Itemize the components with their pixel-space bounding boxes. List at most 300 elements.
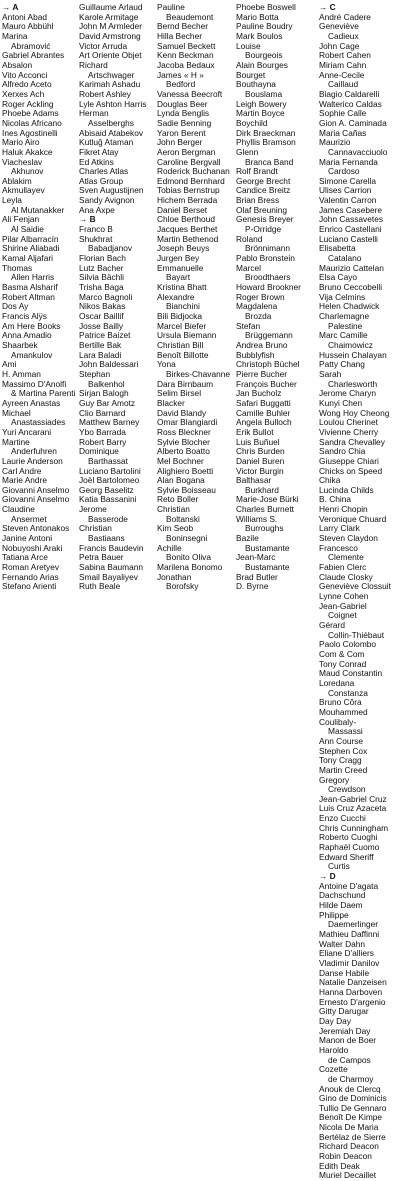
artist-name: Giovanni Anselmo bbox=[2, 494, 70, 505]
artist-name: Vladimir Danilov bbox=[319, 957, 380, 968]
artist-name: Marcel Biefer bbox=[157, 320, 207, 331]
artist-name: Georg Baselitz bbox=[79, 484, 134, 495]
artist-name: Ansermet bbox=[11, 513, 47, 524]
artist-name: Sarah bbox=[319, 368, 342, 379]
artist-name: Bustamante bbox=[245, 542, 290, 553]
artist-name: Nikos Bakas bbox=[79, 301, 126, 312]
artist-name: Lynne Cohen bbox=[319, 591, 369, 602]
artist-name: David Armstrong bbox=[79, 30, 141, 41]
artist-name: Safari Buggatti bbox=[236, 397, 291, 408]
artist-name: Stefano Arienti bbox=[2, 581, 57, 592]
artist-name: Claudine bbox=[2, 504, 35, 515]
artist-name: Anouk de Clercq bbox=[319, 1083, 381, 1094]
artist-name: Lara Baladi bbox=[79, 349, 122, 360]
artist-name: Mathieu Daffinni bbox=[319, 929, 380, 939]
artist-name: Tullio De Gennaro bbox=[319, 1102, 387, 1113]
artist-name: Fikret Atay bbox=[79, 146, 119, 157]
artist-name: Loulou Cherinet bbox=[319, 417, 378, 428]
index-column-5 bbox=[319, 3, 398, 1181]
artist-name: Pauline Boudry bbox=[236, 21, 293, 32]
artist-name: Roberto Cuoghi bbox=[319, 832, 378, 843]
artist-name: Christian bbox=[157, 504, 190, 515]
artist-name: James Casebere bbox=[319, 204, 383, 215]
artist-name: Luis Cruz Azaceta bbox=[319, 803, 387, 814]
artist-name: Borofsky bbox=[166, 581, 199, 592]
artist-name: Sandra Chevalley bbox=[319, 436, 385, 447]
artist-name: Bayart bbox=[166, 272, 191, 283]
artist-name: Al Saidie bbox=[11, 224, 44, 235]
artist-name: André Cadere bbox=[319, 11, 371, 22]
artist-name: Edmond Bernhard bbox=[157, 175, 225, 186]
artist-name: Wong Hoy Cheong bbox=[319, 407, 390, 418]
artist-name: Josse Bailly bbox=[79, 320, 124, 331]
artist-name: Jerome Charyn bbox=[319, 388, 377, 399]
artist-name: Cardoso bbox=[328, 166, 360, 177]
artist-name: Benoît De Kimpe bbox=[319, 1112, 383, 1123]
artist-name: Eliane D'alliers bbox=[319, 948, 374, 959]
artist-name: Anastassiades bbox=[11, 417, 66, 428]
artist-name: Florian Bach bbox=[79, 253, 126, 264]
artist-name: Gino de Dominicis bbox=[319, 1093, 387, 1104]
artist-name: Philippe bbox=[319, 909, 349, 920]
artist-name: Balthasar bbox=[236, 475, 272, 486]
artist-name: Pauline bbox=[157, 2, 185, 12]
section-heading: → D bbox=[319, 871, 336, 882]
artist-name: George Brecht bbox=[236, 175, 291, 186]
artist-name: Com & Com bbox=[319, 648, 365, 659]
artist-name: Benoît Billotte bbox=[157, 349, 209, 360]
artist-name: Elisabetta bbox=[319, 243, 356, 254]
artist-name: Bubblyfish bbox=[236, 349, 275, 360]
artist-name: Christian bbox=[79, 523, 112, 534]
index-column-3 bbox=[157, 3, 236, 1181]
artist-name: Victor Burgin bbox=[236, 465, 284, 476]
artist-name: Roman Aretyev bbox=[2, 562, 60, 573]
artist-name: Jean-Gabriel bbox=[319, 600, 367, 611]
artist-name: H. Amman bbox=[2, 368, 41, 379]
artist-name: Victor Arruda bbox=[79, 40, 128, 51]
artist-name: Martin Bethenod bbox=[157, 233, 219, 244]
artist-name: Simone Carella bbox=[319, 175, 377, 186]
artist-name: Marie Andre bbox=[2, 475, 47, 486]
artist-name: Sadie Benning bbox=[157, 117, 212, 128]
artist-name: Loredana bbox=[319, 677, 355, 688]
artist-name: Kenn Beckman bbox=[157, 50, 214, 61]
artist-name: Maurizio bbox=[319, 137, 351, 148]
artist-name: Paolo Colombo bbox=[319, 639, 377, 650]
artist-name: Barthassat bbox=[88, 455, 128, 466]
artist-name: Yona bbox=[157, 359, 176, 370]
artist-name: Robert Barry bbox=[79, 436, 127, 447]
artist-name: Lyle Ashton Harris bbox=[79, 98, 147, 109]
artist-name: Bertille Bak bbox=[79, 339, 122, 350]
artist-name: Constanza bbox=[328, 687, 368, 698]
artist-name: Robert Ashley bbox=[79, 88, 131, 99]
artist-name: Ali Fenjan bbox=[2, 214, 40, 225]
artist-name: Biagio Caldarelli bbox=[319, 88, 380, 99]
artist-name: Marcel bbox=[236, 262, 262, 273]
section-heading: → A bbox=[2, 2, 19, 12]
artist-name: Dominique bbox=[79, 446, 119, 457]
artist-name: Day Day bbox=[319, 1015, 351, 1026]
artist-name: Ed Atkins bbox=[79, 156, 114, 167]
artist-name: Michael bbox=[2, 407, 31, 418]
artist-name: John Berger bbox=[157, 137, 203, 148]
artist-name: Genesis Breyer bbox=[236, 214, 294, 225]
artist-name: Shukhrat bbox=[79, 233, 113, 244]
artist-name: Phyllis Bramson bbox=[236, 137, 296, 148]
artist-name: Roger Brown bbox=[236, 291, 285, 302]
artist-name: Manon de Boer bbox=[319, 1035, 377, 1046]
artist-name: Ross Bleckner bbox=[157, 426, 211, 437]
artist-name: Ernesto D'argenio bbox=[319, 996, 386, 1007]
artist-name: Marina bbox=[2, 30, 28, 41]
artist-name: Absalon bbox=[2, 59, 33, 70]
artist-name: Amankulov bbox=[11, 349, 53, 360]
artist-name: Alighiero Boetti bbox=[157, 465, 214, 476]
artist-name: Viacheslav bbox=[2, 156, 43, 167]
artist-name: Daemerlinger bbox=[328, 919, 379, 930]
artist-name: Sirjan Balogh bbox=[79, 388, 129, 399]
artist-name: Walterico Caldas bbox=[319, 98, 382, 109]
artist-name: Bourgeois bbox=[245, 50, 283, 61]
artist-name: Claude Closky bbox=[319, 571, 373, 582]
artist-name: Charlesworth bbox=[328, 378, 378, 389]
artist-name: Larry Clark bbox=[319, 523, 360, 534]
artist-name: Clemente bbox=[328, 552, 364, 563]
artist-name: Maurizio Cattelan bbox=[319, 262, 384, 273]
artist-name: Boychild bbox=[236, 117, 268, 128]
artist-name: Stephen Cox bbox=[319, 745, 368, 756]
artist-name: Al Mutanakker bbox=[11, 204, 65, 215]
artist-name: Cadieux bbox=[328, 30, 359, 41]
artist-name: Richard bbox=[79, 59, 108, 70]
artist-name: Enrico Castellani bbox=[319, 224, 382, 235]
artist-name: Oscar Baillif bbox=[79, 311, 124, 321]
artist-name: Joël Bartolomeo bbox=[79, 475, 140, 486]
artist-name: B. China bbox=[319, 494, 352, 505]
artist-name: Francesco bbox=[319, 542, 358, 553]
artist-name: Hussein Chalayan bbox=[319, 349, 387, 360]
artist-name: Kutluğ Ataman bbox=[79, 137, 134, 148]
artist-name: Anderfuhren bbox=[11, 446, 57, 457]
artist-name: Jurgen Bey bbox=[157, 253, 200, 264]
artist-name: Haluk Akakce bbox=[2, 146, 53, 157]
artist-name: Gérard bbox=[319, 620, 345, 630]
artist-name: & Martina Parenti bbox=[11, 388, 76, 399]
artist-name: Lutz Bacher bbox=[79, 262, 124, 273]
artist-name: Emmanuelle bbox=[157, 262, 204, 273]
artist-name: John M Armleder bbox=[79, 21, 143, 32]
artist-name: Boltanski bbox=[166, 513, 200, 524]
artist-name: Brozda bbox=[245, 311, 272, 321]
artist-name: Alberto Boatto bbox=[157, 446, 210, 457]
index-column-2 bbox=[79, 3, 157, 1181]
artist-name: Bonito Oliva bbox=[166, 552, 211, 563]
artist-name: Carl Andre bbox=[2, 465, 42, 476]
artist-name: Sabina Baumann bbox=[79, 562, 144, 573]
artist-name: Art Oriente Objet bbox=[79, 50, 142, 61]
artist-name: Katia Bassanini bbox=[79, 494, 137, 505]
artist-name: Vanessa Beecroft bbox=[157, 88, 223, 99]
artist-name: Janine Antoni bbox=[2, 533, 53, 544]
artist-name: Brönnimann bbox=[245, 243, 290, 254]
artist-name: Yaron Berent bbox=[157, 127, 206, 138]
artist-name: Chloe Berthoud bbox=[157, 214, 215, 225]
artist-name: Marco Bagnoli bbox=[79, 291, 133, 302]
artist-name: Edward Sheriff bbox=[319, 851, 374, 862]
artist-name: Hichem Berrada bbox=[157, 195, 218, 206]
artist-name: Charles Atlas bbox=[79, 166, 129, 177]
artist-name: de Campos bbox=[328, 1054, 371, 1065]
artist-name: Collin-Thiébaut bbox=[328, 629, 385, 640]
artist-name: P-Orridge bbox=[245, 224, 282, 235]
artist-name: Howard Brookner bbox=[236, 282, 301, 293]
artist-name: Hilla Becher bbox=[157, 30, 202, 41]
artist-name: Luis Buñuel bbox=[236, 436, 280, 447]
artist-name: Sven Augustijnen bbox=[79, 185, 144, 196]
artist-name: Mel Bochner bbox=[157, 455, 204, 466]
artist-name: Alan Bogana bbox=[157, 475, 205, 486]
artist-name: Christian Bill bbox=[157, 339, 204, 350]
artist-name: Akmullayev bbox=[2, 185, 45, 196]
artist-name: Smail Bayaliyev bbox=[79, 571, 138, 582]
artist-name: Akhunov bbox=[11, 166, 44, 177]
artist-name: Roderick Buchanan bbox=[157, 166, 230, 177]
artist-name: Artschwager bbox=[88, 69, 135, 80]
section-heading: → B bbox=[79, 214, 96, 225]
artist-name: Alfredo Aceto bbox=[2, 79, 52, 90]
artist-name: John Cassavetes bbox=[319, 214, 384, 225]
artist-name: Petra Bauer bbox=[79, 552, 124, 563]
artist-name: Burroughs bbox=[245, 523, 284, 534]
artist-name: Brüggemann bbox=[245, 330, 293, 341]
artist-name: Valentin Carron bbox=[319, 195, 377, 206]
artist-name: Bourget bbox=[236, 69, 266, 80]
artist-name: James « H » bbox=[157, 69, 204, 80]
artist-name: Basma Alsharif bbox=[2, 282, 58, 293]
artist-name: Rolf Brandt bbox=[236, 166, 278, 177]
artist-name: Jonathan bbox=[157, 571, 192, 582]
artist-name: Andrea Bruno bbox=[236, 339, 288, 350]
artist-name: Marc Camille bbox=[319, 330, 368, 341]
artist-name: Thomas bbox=[2, 262, 33, 273]
artist-name: Shaarbek bbox=[2, 339, 38, 350]
artist-name: Sophie Calle bbox=[319, 108, 367, 119]
artist-name: Louise bbox=[236, 40, 261, 51]
artist-name: Pierre Bucher bbox=[236, 368, 288, 379]
index-column-4 bbox=[236, 3, 319, 1181]
artist-name: David Blandy bbox=[157, 407, 207, 418]
artist-name: Herman bbox=[79, 108, 109, 119]
artist-name: Sylvie Boisseau bbox=[157, 484, 216, 495]
artist-name: François Bucher bbox=[236, 378, 297, 389]
artist-name: Gion A. Caminada bbox=[319, 117, 387, 128]
artist-name: Erik Bullot bbox=[236, 426, 274, 437]
artist-name: Leigh Bowery bbox=[236, 98, 287, 109]
artist-name: Silvia Bächli bbox=[79, 272, 124, 283]
artist-name: Bertélaz de Sierre bbox=[319, 1131, 386, 1142]
artist-name: Fernando Arias bbox=[2, 571, 59, 582]
artist-name: Marilena Bonomo bbox=[157, 562, 223, 573]
artist-name: Lucinda Childs bbox=[319, 484, 374, 495]
artist-name: Matthew Barney bbox=[79, 417, 140, 428]
artist-name: Vivienne Cherry bbox=[319, 426, 379, 437]
artist-name: Bouthayna bbox=[236, 79, 276, 90]
artist-name: Bruno Ceccobelli bbox=[319, 282, 383, 293]
artist-name: D. Byrne bbox=[236, 581, 269, 592]
artist-name: Catalano bbox=[328, 253, 362, 264]
artist-name: Magdalena bbox=[236, 301, 278, 312]
artist-name: Basserode bbox=[88, 513, 128, 524]
artist-name: Allen Harris bbox=[11, 272, 55, 283]
artist-name: Vito Acconci bbox=[2, 69, 48, 80]
artist-name: Richard Deacon bbox=[319, 1141, 379, 1152]
artist-name: Dirk Braeckman bbox=[236, 127, 296, 138]
artist-name: Robert Altman bbox=[2, 291, 55, 302]
artist-name: Francis Baudevin bbox=[79, 542, 144, 553]
artist-name: Abisaid Atabekov bbox=[79, 127, 144, 138]
artist-name: Mark Boulos bbox=[236, 30, 283, 41]
artist-name: Phoebe Adams bbox=[2, 108, 59, 119]
artist-name: Glenn bbox=[236, 146, 259, 157]
artist-name: Camille Buhler bbox=[236, 407, 291, 418]
artist-name: Luciano Bartolini bbox=[79, 465, 141, 476]
artist-name: Martin Boyce bbox=[236, 108, 285, 119]
artist-name: Jerome bbox=[79, 504, 107, 515]
artist-name: Douglas Beer bbox=[157, 98, 208, 109]
artist-name: Enzo Cucchi bbox=[319, 813, 366, 824]
artist-name: Miriam Cahn bbox=[319, 59, 367, 70]
artist-name: Patrice Baizet bbox=[79, 330, 131, 341]
artist-name: Laurie Anderson bbox=[2, 455, 63, 466]
artist-name: Robin Deacon bbox=[319, 1151, 372, 1162]
artist-name: Omar Blangiardi bbox=[157, 417, 218, 428]
artist-name: Maria Fernanda bbox=[319, 156, 378, 167]
artist-name: Angela Bulloch bbox=[236, 417, 292, 428]
artist-name: Caillaud bbox=[328, 79, 359, 90]
artist-name: Henri Chopin bbox=[319, 504, 368, 515]
artist-name: Franco B bbox=[79, 224, 113, 235]
artist-name: Hilde Daem bbox=[319, 900, 363, 911]
artist-name: Branca Band bbox=[245, 156, 294, 167]
artist-name: Ablakim bbox=[2, 175, 32, 186]
artist-name: Abramović bbox=[11, 40, 51, 51]
artist-name: Crewdson bbox=[328, 784, 366, 795]
artist-name: Danse Habile bbox=[319, 967, 370, 978]
artist-name: Haroldo bbox=[319, 1044, 349, 1055]
artist-name: Chicks on Speed bbox=[319, 465, 383, 476]
artist-name: Jacoba Bedaux bbox=[157, 59, 215, 70]
artist-name: Ursula Biemann bbox=[157, 330, 217, 341]
artist-name: Achille bbox=[157, 542, 182, 553]
artist-name: Yuri Ancarani bbox=[2, 426, 52, 437]
artist-name: Brad Butler bbox=[236, 571, 278, 582]
artist-name: Gitty Darugar bbox=[319, 1006, 369, 1017]
artist-name: Ana Axpe bbox=[79, 204, 115, 215]
artist-name: Aeron Bergman bbox=[157, 146, 216, 157]
artist-name: Massimo D'Anolfi bbox=[2, 378, 67, 389]
artist-name: Bastiaans bbox=[88, 533, 125, 544]
artist-name: Dachschund bbox=[319, 890, 366, 901]
artist-name: Pilar Albarracín bbox=[2, 233, 59, 244]
artist-name: Chaimowicz bbox=[328, 339, 373, 350]
artist-name: Antoni Abad bbox=[2, 11, 48, 22]
artist-name: Bazile bbox=[236, 533, 259, 544]
artist-name: Kim Seob bbox=[157, 523, 194, 534]
artist-name: Ybo Barrada bbox=[79, 426, 126, 437]
artist-name: Xerxes Ach bbox=[2, 88, 45, 99]
artist-name: Helen Chadwick bbox=[319, 301, 380, 312]
artist-name: Pablo Bronstein bbox=[236, 253, 295, 264]
artist-name: Chris Burden bbox=[236, 446, 285, 457]
artist-name: Martin Creed bbox=[319, 764, 368, 775]
artist-name: Stefan bbox=[236, 320, 261, 331]
artist-name: Clio Barnard bbox=[79, 407, 126, 418]
artist-name: Gabriel Abrantes bbox=[2, 50, 65, 61]
artist-name: Chika bbox=[319, 475, 341, 486]
artist-name: Trisha Baga bbox=[79, 282, 124, 293]
artist-name: Blacker bbox=[157, 397, 185, 408]
artist-name: Jan Bucholz bbox=[236, 388, 282, 399]
artist-name: Kamal Aljafari bbox=[2, 253, 54, 264]
artist-name: Beaudemont bbox=[166, 11, 214, 22]
artist-name: Nicolas Africano bbox=[2, 117, 62, 128]
artist-name: Giuseppe Chiari bbox=[319, 455, 379, 466]
artist-name: Bouslama bbox=[245, 88, 283, 99]
artist-name: Olaf Breuning bbox=[236, 204, 288, 215]
artist-name: Gregory bbox=[319, 774, 350, 785]
artist-name: Steven Claydon bbox=[319, 533, 378, 544]
artist-name: Kristina Bhatt bbox=[157, 282, 207, 293]
artist-name: Jeremiah Day bbox=[319, 1025, 371, 1036]
artist-name: Alain Bourges bbox=[236, 59, 288, 70]
artist-name: Tatiana Arce bbox=[2, 552, 48, 563]
artist-name: Ami bbox=[2, 359, 17, 370]
artist-name: Tony Cragg bbox=[319, 755, 362, 766]
artist-name: Fabien Clerc bbox=[319, 562, 367, 573]
artist-name: Caroline Bergvall bbox=[157, 156, 221, 167]
artist-name: Dos Ay bbox=[2, 301, 29, 312]
artist-name: Shirine Aliabadi bbox=[2, 243, 60, 254]
artist-name: Bili Bidjocka bbox=[157, 311, 202, 321]
artist-name: Karimah Ashadu bbox=[79, 79, 141, 90]
artist-name: Jacques Berthet bbox=[157, 224, 218, 235]
artist-name: Martine bbox=[2, 436, 30, 447]
artist-name: Anna Amadio bbox=[2, 330, 52, 341]
artist-name: Atlas Group bbox=[79, 175, 124, 186]
artist-name: Ann Course bbox=[319, 735, 364, 746]
artist-name: Christoph Büchel bbox=[236, 359, 300, 370]
artist-name: Broodthaers bbox=[245, 272, 291, 283]
artist-name: Patty Chang bbox=[319, 359, 365, 370]
artist-name: Sandro Chia bbox=[319, 446, 366, 457]
artist-name: Coulibaly- bbox=[319, 716, 357, 727]
artist-name: Raphaël Cuomo bbox=[319, 842, 380, 853]
artist-name: Cozette bbox=[319, 1064, 348, 1075]
artist-name: Chris Cunningham bbox=[319, 822, 389, 833]
artist-name: Boninsegni bbox=[166, 533, 208, 544]
artist-name: Mario Botta bbox=[236, 11, 279, 22]
artist-name: Palestine bbox=[328, 320, 363, 331]
artist-name: Balkenhol bbox=[88, 378, 125, 389]
artist-name: Curtis bbox=[328, 861, 350, 872]
artist-name: Phoebe Boswell bbox=[236, 2, 296, 12]
artist-name: Nicola De Maria bbox=[319, 1122, 379, 1133]
artist-name: Veronique Chuard bbox=[319, 513, 387, 524]
artist-name: Muriel Decaillet bbox=[319, 1170, 377, 1181]
artist-name: Williams S. bbox=[236, 513, 278, 524]
